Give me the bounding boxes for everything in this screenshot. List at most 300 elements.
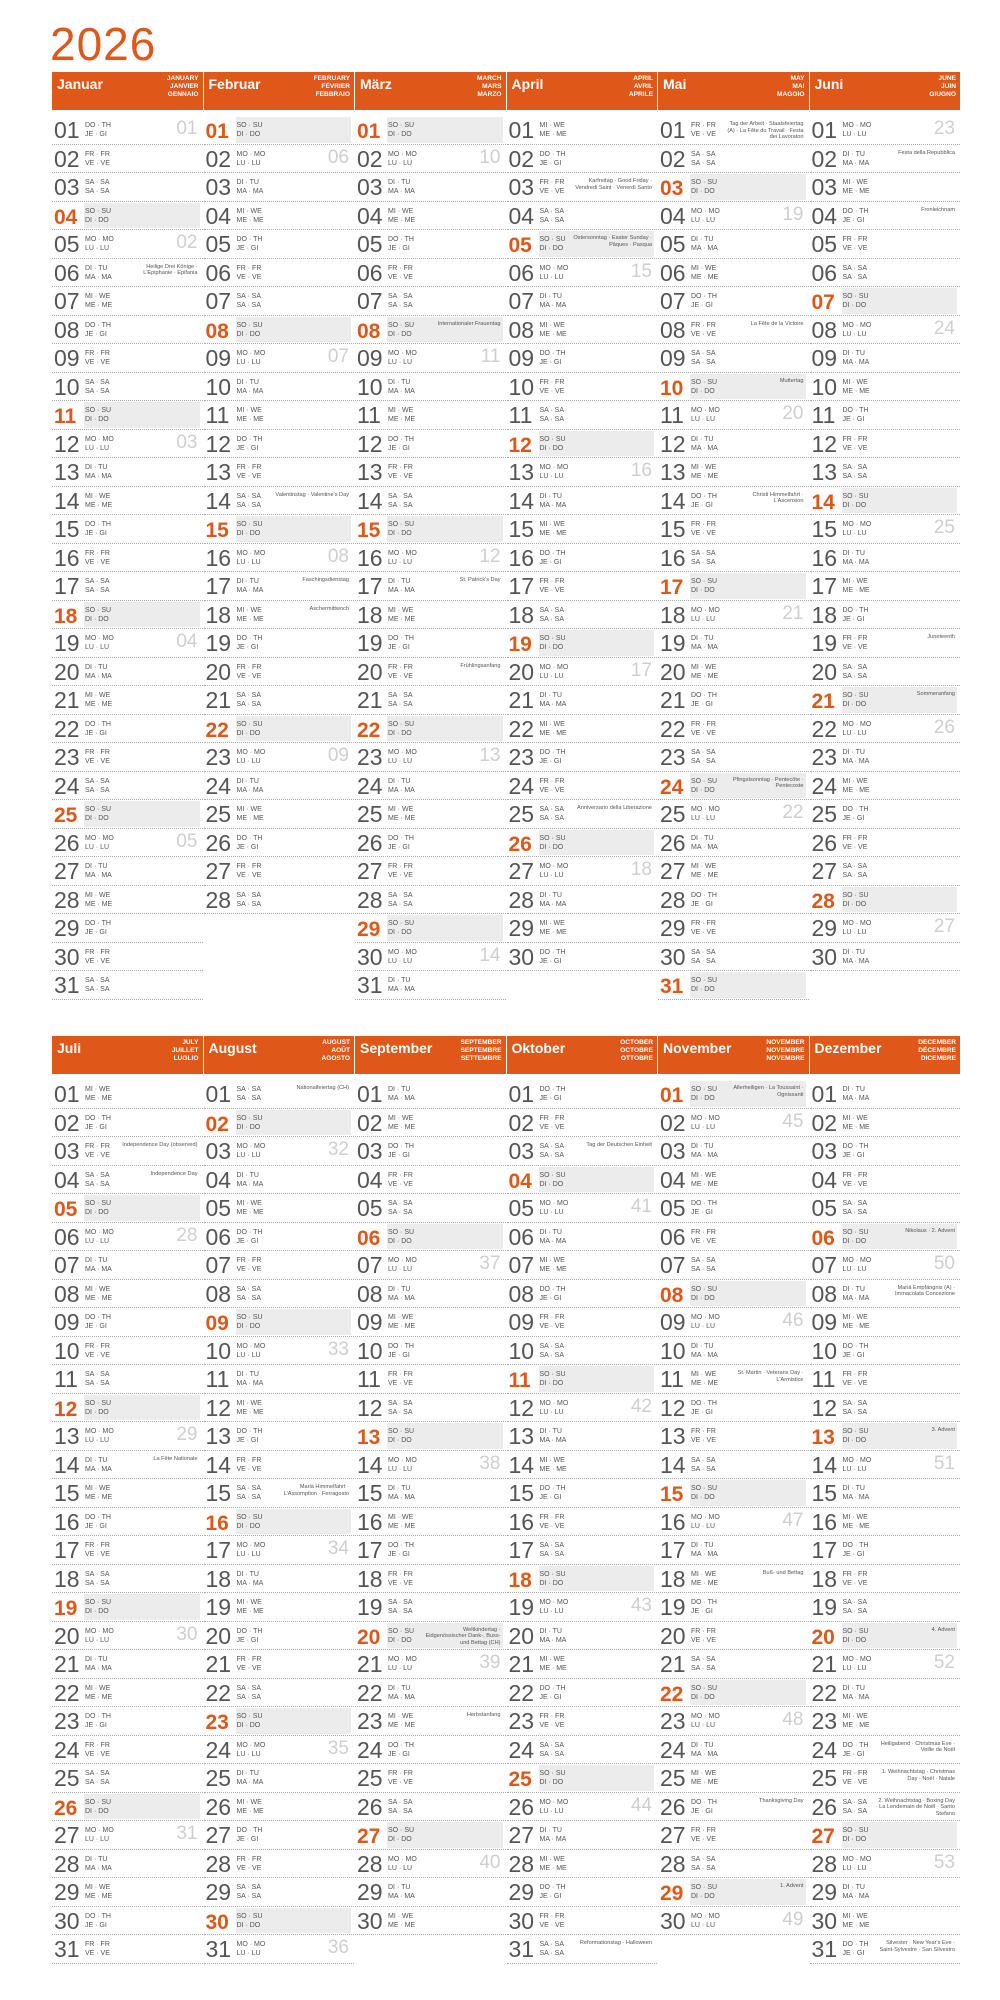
day-row[interactable] (810, 658, 961, 687)
day-row[interactable] (204, 430, 355, 459)
day-row[interactable] (810, 829, 961, 858)
day-row[interactable] (810, 1679, 961, 1708)
day-row[interactable] (204, 1451, 355, 1480)
day-row[interactable] (355, 772, 506, 801)
day-row[interactable] (658, 145, 809, 174)
day-row[interactable] (658, 1878, 809, 1907)
day-row[interactable] (810, 800, 961, 829)
day-row[interactable] (204, 1365, 355, 1394)
day-row[interactable] (355, 886, 506, 915)
day-row[interactable] (204, 1280, 355, 1309)
day-row[interactable] (204, 715, 355, 744)
day-row[interactable] (52, 658, 203, 687)
day-row[interactable] (810, 914, 961, 943)
day-row[interactable] (52, 1565, 203, 1594)
day-row[interactable] (658, 1223, 809, 1252)
day-row[interactable] (507, 401, 658, 430)
day-row[interactable] (507, 715, 658, 744)
day-row[interactable] (52, 401, 203, 430)
day-row[interactable] (355, 1707, 506, 1736)
day-row[interactable] (355, 1166, 506, 1195)
day-row[interactable] (658, 1109, 809, 1138)
day-row[interactable] (204, 1194, 355, 1223)
day-row[interactable] (658, 1308, 809, 1337)
day-row[interactable] (810, 116, 961, 145)
day-row[interactable] (204, 1850, 355, 1879)
day-row[interactable] (810, 1337, 961, 1366)
day-row[interactable] (507, 1878, 658, 1907)
day-row[interactable] (810, 1793, 961, 1822)
day-row[interactable] (810, 572, 961, 601)
day-row[interactable] (52, 458, 203, 487)
day-row[interactable] (810, 943, 961, 972)
day-row[interactable] (204, 487, 355, 516)
day-row[interactable] (52, 857, 203, 886)
day-row[interactable] (658, 1451, 809, 1480)
day-row[interactable] (507, 800, 658, 829)
day-row[interactable] (658, 629, 809, 658)
day-row[interactable] (507, 1394, 658, 1423)
day-row[interactable] (658, 515, 809, 544)
day-row[interactable] (52, 743, 203, 772)
day-row[interactable] (507, 145, 658, 174)
day-row[interactable] (658, 743, 809, 772)
day-row[interactable] (810, 1422, 961, 1451)
day-row[interactable] (204, 1479, 355, 1508)
day-row[interactable] (658, 1707, 809, 1736)
day-row[interactable] (810, 715, 961, 744)
day-row[interactable] (355, 1080, 506, 1109)
day-row[interactable] (507, 230, 658, 259)
day-row[interactable] (204, 1821, 355, 1850)
day-row[interactable] (355, 1479, 506, 1508)
day-row[interactable] (204, 316, 355, 345)
day-row[interactable] (204, 1223, 355, 1252)
day-row[interactable] (658, 572, 809, 601)
day-row[interactable] (658, 1137, 809, 1166)
day-row[interactable] (355, 487, 506, 516)
day-row[interactable] (658, 116, 809, 145)
day-row[interactable] (355, 1194, 506, 1223)
day-row[interactable] (355, 1878, 506, 1907)
day-row[interactable] (810, 1907, 961, 1936)
day-row[interactable] (355, 1508, 506, 1537)
day-row[interactable] (355, 829, 506, 858)
day-row[interactable] (507, 886, 658, 915)
day-row[interactable] (355, 1565, 506, 1594)
day-row[interactable] (52, 1793, 203, 1822)
day-row[interactable] (658, 1479, 809, 1508)
day-row[interactable] (52, 145, 203, 174)
day-row[interactable] (507, 686, 658, 715)
day-row[interactable] (507, 259, 658, 288)
day-row[interactable] (52, 230, 203, 259)
day-row[interactable] (204, 230, 355, 259)
day-row[interactable] (810, 886, 961, 915)
day-row[interactable] (355, 515, 506, 544)
day-row[interactable] (52, 1280, 203, 1309)
day-row[interactable] (507, 1764, 658, 1793)
day-row[interactable] (355, 1793, 506, 1822)
day-row[interactable] (52, 1223, 203, 1252)
day-row[interactable] (810, 1166, 961, 1195)
day-row[interactable] (52, 1878, 203, 1907)
day-row[interactable] (355, 344, 506, 373)
day-row[interactable] (507, 1194, 658, 1223)
day-row[interactable] (810, 1109, 961, 1138)
day-row[interactable] (355, 658, 506, 687)
day-row[interactable] (355, 287, 506, 316)
day-row[interactable] (204, 1907, 355, 1936)
day-row[interactable] (507, 1280, 658, 1309)
day-row[interactable] (355, 1850, 506, 1879)
day-row[interactable] (810, 259, 961, 288)
day-row[interactable] (507, 1736, 658, 1765)
day-row[interactable] (52, 800, 203, 829)
day-row[interactable] (355, 715, 506, 744)
day-row[interactable] (355, 572, 506, 601)
day-row[interactable] (810, 1280, 961, 1309)
day-row[interactable] (52, 1593, 203, 1622)
day-row[interactable] (507, 202, 658, 231)
day-row[interactable] (507, 1308, 658, 1337)
day-row[interactable] (52, 1679, 203, 1708)
day-row[interactable] (507, 316, 658, 345)
day-row[interactable] (52, 829, 203, 858)
day-row[interactable] (52, 1622, 203, 1651)
day-row[interactable] (507, 1508, 658, 1537)
day-row[interactable] (810, 1536, 961, 1565)
day-row[interactable] (204, 1251, 355, 1280)
day-row[interactable] (52, 1508, 203, 1537)
day-row[interactable] (355, 1308, 506, 1337)
day-row[interactable] (355, 1593, 506, 1622)
day-row[interactable] (52, 373, 203, 402)
day-row[interactable] (204, 1308, 355, 1337)
day-row[interactable] (810, 230, 961, 259)
day-row[interactable] (658, 943, 809, 972)
day-row[interactable] (204, 1394, 355, 1423)
day-row[interactable] (355, 1536, 506, 1565)
day-row[interactable] (52, 971, 203, 1000)
day-row[interactable] (507, 1707, 658, 1736)
day-row[interactable] (810, 1451, 961, 1480)
day-row[interactable] (507, 1109, 658, 1138)
day-row[interactable] (810, 1764, 961, 1793)
day-row[interactable] (507, 1536, 658, 1565)
day-row[interactable] (507, 373, 658, 402)
day-row[interactable] (52, 1451, 203, 1480)
day-row[interactable] (204, 829, 355, 858)
day-row[interactable] (52, 886, 203, 915)
day-row[interactable] (507, 1365, 658, 1394)
day-row[interactable] (52, 1166, 203, 1195)
day-row[interactable] (658, 373, 809, 402)
day-row[interactable] (507, 1422, 658, 1451)
day-row[interactable] (52, 1736, 203, 1765)
day-row[interactable] (52, 116, 203, 145)
day-row[interactable] (507, 1793, 658, 1822)
day-row[interactable] (204, 1508, 355, 1537)
day-row[interactable] (204, 1536, 355, 1565)
day-row[interactable] (507, 287, 658, 316)
day-row[interactable] (507, 515, 658, 544)
day-row[interactable] (658, 230, 809, 259)
day-row[interactable] (204, 1736, 355, 1765)
day-row[interactable] (52, 601, 203, 630)
day-row[interactable] (52, 430, 203, 459)
day-row[interactable] (204, 515, 355, 544)
day-row[interactable] (52, 515, 203, 544)
day-row[interactable] (810, 857, 961, 886)
day-row[interactable] (810, 202, 961, 231)
day-row[interactable] (810, 1736, 961, 1765)
day-row[interactable] (355, 800, 506, 829)
day-row[interactable] (355, 743, 506, 772)
day-row[interactable] (52, 487, 203, 516)
day-row[interactable] (507, 430, 658, 459)
day-row[interactable] (658, 1422, 809, 1451)
day-row[interactable] (810, 430, 961, 459)
day-row[interactable] (204, 259, 355, 288)
day-row[interactable] (204, 1109, 355, 1138)
day-row[interactable] (204, 287, 355, 316)
day-row[interactable] (355, 145, 506, 174)
day-row[interactable] (810, 458, 961, 487)
day-row[interactable] (507, 1137, 658, 1166)
day-row[interactable] (658, 800, 809, 829)
day-row[interactable] (810, 173, 961, 202)
day-row[interactable] (355, 1736, 506, 1765)
day-row[interactable] (204, 686, 355, 715)
day-row[interactable] (52, 1137, 203, 1166)
day-row[interactable] (507, 1935, 658, 1964)
day-row[interactable] (204, 1337, 355, 1366)
day-row[interactable] (810, 544, 961, 573)
day-row[interactable] (355, 1365, 506, 1394)
day-row[interactable] (507, 601, 658, 630)
day-row[interactable] (204, 344, 355, 373)
day-row[interactable] (507, 1080, 658, 1109)
day-row[interactable] (52, 1821, 203, 1850)
day-row[interactable] (507, 1622, 658, 1651)
day-row[interactable] (507, 116, 658, 145)
day-row[interactable] (507, 1451, 658, 1480)
day-row[interactable] (658, 344, 809, 373)
day-row[interactable] (52, 173, 203, 202)
day-row[interactable] (810, 344, 961, 373)
day-row[interactable] (355, 943, 506, 972)
day-row[interactable] (355, 601, 506, 630)
day-row[interactable] (507, 1565, 658, 1594)
day-row[interactable] (810, 1935, 961, 1964)
day-row[interactable] (204, 743, 355, 772)
day-row[interactable] (810, 401, 961, 430)
day-row[interactable] (355, 116, 506, 145)
day-row[interactable] (658, 1850, 809, 1879)
day-row[interactable] (204, 1878, 355, 1907)
day-row[interactable] (204, 401, 355, 430)
day-row[interactable] (355, 373, 506, 402)
day-row[interactable] (507, 1479, 658, 1508)
day-row[interactable] (810, 1878, 961, 1907)
day-row[interactable] (355, 1280, 506, 1309)
day-row[interactable] (810, 515, 961, 544)
day-row[interactable] (810, 1707, 961, 1736)
day-row[interactable] (810, 373, 961, 402)
day-row[interactable] (355, 1650, 506, 1679)
day-row[interactable] (355, 316, 506, 345)
day-row[interactable] (658, 658, 809, 687)
day-row[interactable] (507, 173, 658, 202)
day-row[interactable] (810, 772, 961, 801)
day-row[interactable] (355, 1622, 506, 1651)
day-row[interactable] (204, 601, 355, 630)
day-row[interactable] (355, 1251, 506, 1280)
day-row[interactable] (52, 572, 203, 601)
day-row[interactable] (204, 1422, 355, 1451)
day-row[interactable] (507, 1821, 658, 1850)
day-row[interactable] (52, 772, 203, 801)
day-row[interactable] (507, 1337, 658, 1366)
day-row[interactable] (355, 202, 506, 231)
day-row[interactable] (204, 857, 355, 886)
day-row[interactable] (810, 487, 961, 516)
day-row[interactable] (810, 1650, 961, 1679)
day-row[interactable] (658, 1565, 809, 1594)
day-row[interactable] (658, 1365, 809, 1394)
day-row[interactable] (204, 1593, 355, 1622)
day-row[interactable] (658, 202, 809, 231)
day-row[interactable] (810, 601, 961, 630)
day-row[interactable] (52, 1764, 203, 1793)
day-row[interactable] (507, 344, 658, 373)
day-row[interactable] (204, 629, 355, 658)
day-row[interactable] (355, 1821, 506, 1850)
day-row[interactable] (52, 287, 203, 316)
day-row[interactable] (810, 1080, 961, 1109)
day-row[interactable] (810, 1394, 961, 1423)
day-row[interactable] (810, 1479, 961, 1508)
day-row[interactable] (355, 173, 506, 202)
day-row[interactable] (204, 1080, 355, 1109)
day-row[interactable] (204, 658, 355, 687)
day-row[interactable] (658, 544, 809, 573)
day-row[interactable] (204, 1707, 355, 1736)
day-row[interactable] (507, 458, 658, 487)
day-row[interactable] (658, 829, 809, 858)
day-row[interactable] (507, 1166, 658, 1195)
day-row[interactable] (52, 1479, 203, 1508)
day-row[interactable] (658, 1194, 809, 1223)
day-row[interactable] (507, 1593, 658, 1622)
day-row[interactable] (52, 1251, 203, 1280)
day-row[interactable] (355, 1451, 506, 1480)
day-row[interactable] (810, 316, 961, 345)
day-row[interactable] (355, 1422, 506, 1451)
day-row[interactable] (658, 857, 809, 886)
day-row[interactable] (204, 1764, 355, 1793)
day-row[interactable] (658, 1793, 809, 1822)
day-row[interactable] (355, 1394, 506, 1423)
day-row[interactable] (52, 202, 203, 231)
day-row[interactable] (658, 1679, 809, 1708)
day-row[interactable] (52, 344, 203, 373)
day-row[interactable] (810, 686, 961, 715)
day-row[interactable] (355, 1679, 506, 1708)
day-row[interactable] (52, 316, 203, 345)
day-row[interactable] (658, 971, 809, 1000)
day-row[interactable] (810, 1365, 961, 1394)
day-row[interactable] (204, 1935, 355, 1964)
day-row[interactable] (204, 173, 355, 202)
day-row[interactable] (52, 1935, 203, 1964)
day-row[interactable] (658, 1821, 809, 1850)
day-row[interactable] (52, 544, 203, 573)
day-row[interactable] (658, 487, 809, 516)
day-row[interactable] (507, 743, 658, 772)
day-row[interactable] (507, 1679, 658, 1708)
day-row[interactable] (52, 629, 203, 658)
day-row[interactable] (204, 572, 355, 601)
day-row[interactable] (507, 629, 658, 658)
day-row[interactable] (204, 1137, 355, 1166)
day-row[interactable] (52, 1394, 203, 1423)
day-row[interactable] (507, 658, 658, 687)
day-row[interactable] (52, 1080, 203, 1109)
day-row[interactable] (658, 1508, 809, 1537)
day-row[interactable] (658, 1536, 809, 1565)
day-row[interactable] (355, 401, 506, 430)
day-row[interactable] (658, 1650, 809, 1679)
day-row[interactable] (355, 971, 506, 1000)
day-row[interactable] (52, 1536, 203, 1565)
day-row[interactable] (658, 1764, 809, 1793)
day-row[interactable] (507, 943, 658, 972)
day-row[interactable] (204, 373, 355, 402)
day-row[interactable] (52, 1308, 203, 1337)
day-row[interactable] (204, 116, 355, 145)
day-row[interactable] (507, 487, 658, 516)
day-row[interactable] (658, 1736, 809, 1765)
day-row[interactable] (355, 1109, 506, 1138)
day-row[interactable] (658, 259, 809, 288)
day-row[interactable] (810, 1251, 961, 1280)
day-row[interactable] (355, 544, 506, 573)
day-row[interactable] (204, 202, 355, 231)
day-row[interactable] (355, 686, 506, 715)
day-row[interactable] (355, 230, 506, 259)
day-row[interactable] (658, 287, 809, 316)
day-row[interactable] (355, 914, 506, 943)
day-row[interactable] (658, 430, 809, 459)
day-row[interactable] (204, 145, 355, 174)
day-row[interactable] (658, 1080, 809, 1109)
day-row[interactable] (658, 458, 809, 487)
day-row[interactable] (204, 544, 355, 573)
day-row[interactable] (52, 686, 203, 715)
day-row[interactable] (507, 772, 658, 801)
day-row[interactable] (810, 1223, 961, 1252)
day-row[interactable] (52, 1109, 203, 1138)
day-row[interactable] (507, 1907, 658, 1936)
day-row[interactable] (658, 1907, 809, 1936)
day-row[interactable] (204, 772, 355, 801)
day-row[interactable] (507, 1223, 658, 1252)
day-row[interactable] (52, 259, 203, 288)
day-row[interactable] (810, 287, 961, 316)
day-row[interactable] (355, 857, 506, 886)
